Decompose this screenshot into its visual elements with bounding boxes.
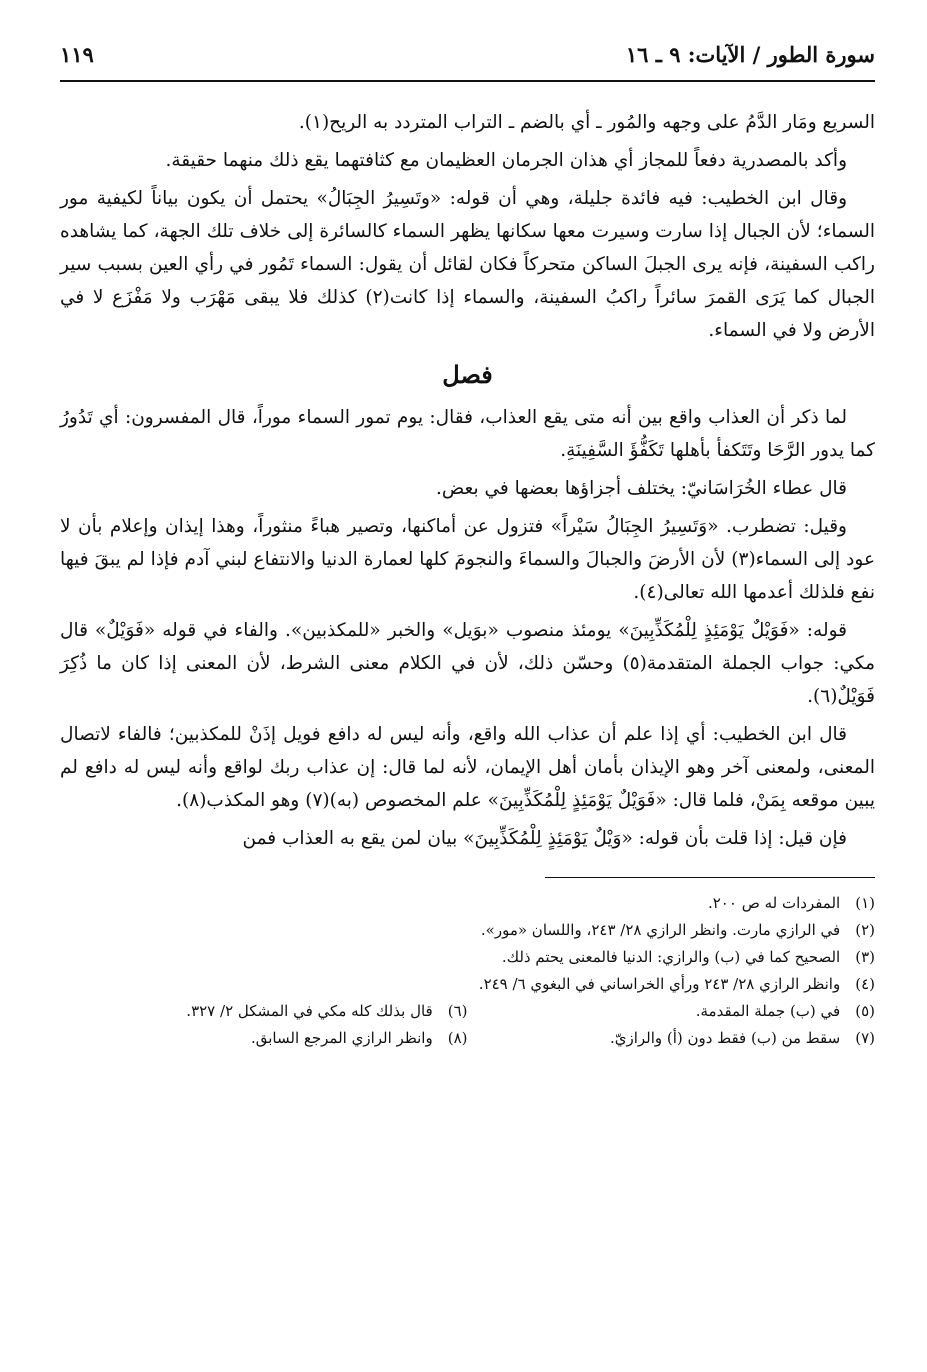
footnote-text: في (ب) جملة المقدمة. bbox=[695, 1002, 841, 1020]
footnote-text: وانظر الرازي ٢٨/ ٢٤٣ ورأي الخراساني في البغوي ٦/ ٢٤٩. bbox=[478, 975, 841, 993]
footnote-row bbox=[60, 1025, 875, 1052]
footnotes bbox=[60, 890, 875, 1052]
paragraph-8: قال ابن الخطيب: أي إذا علم أن عذاب الله واقع، وأنه ليس له دافع فويل إذَنْ للمكذبين؛ فالفاء لاتصال المعنى، ولمعنى آخر وهو الإيذان بأمان أهل الإيمان، لأنه لما قال: إن عذاب ربك لواقع وأنه ليس له دافع لم يبين موقعه بِمَنْ، فلما قال: «فَوَيْلٌ يَوْمَئِذٍ لِلْمُكَذِّبِينَ» علم المخصوص (به)(٧) وهو المكذب(٨). bbox=[60, 724, 875, 811]
paragraph-2: وأكد بالمصدرية دفعاً للمجاز أي هذان الجرمان العظيمان مع كثافتهما يقع ذلك منهما حقيقة. bbox=[165, 150, 847, 171]
paragraph-1: السريع ومَار الدَّمُ على وجهه والمُور ـ أي بالضم ـ التراب المتردد به الريح(١). bbox=[298, 112, 875, 133]
footnote-text: قال بذلك كله مكي في المشكل ٢/ ٣٢٧. bbox=[186, 1002, 433, 1020]
footnote-text: في الرازي مارت. وانظر الرازي ٢٨/ ٢٤٣، واللسان «مور». bbox=[480, 921, 841, 939]
footnote-text: سقط من (ب) فقط دون (أ) والرازيّ. bbox=[609, 1029, 841, 1047]
footnote-number: (٧) bbox=[855, 1029, 875, 1047]
footnote-number: (١) bbox=[855, 894, 875, 912]
page-header bbox=[60, 38, 875, 82]
footnote-6 bbox=[60, 998, 468, 1025]
footnote-7 bbox=[468, 1025, 876, 1052]
footnote-divider bbox=[545, 877, 875, 878]
page bbox=[60, 38, 875, 1052]
paragraph-9: فإن قيل: إذا قلت بأن قوله: «وَيْلٌ يَوْمَئِذٍ لِلْمُكَذِّبِينَ» بيان لمن يقع به العذاب فمن bbox=[242, 828, 847, 849]
footnote-8 bbox=[60, 1025, 468, 1052]
paragraph-5: قال عطاء الخُرَاسَانيّ: يختلف أجزاؤها بعضها في بعض. bbox=[435, 478, 847, 499]
footnote-text: المفردات له ص ٢٠٠. bbox=[707, 894, 841, 912]
running-title: سورة الطور / الآيات: ٩ ـ ١٦ bbox=[625, 42, 875, 67]
footnote-4 bbox=[60, 971, 875, 998]
paragraph-3: وقال ابن الخطيب: فيه فائدة جليلة، وهي أن قوله: «وتَسِيرُ الجِبَالُ» يحتمل أن يكون بياناً لكيفية مور السماء؛ لأن الجبال إذا سارت وسيرت معها سكانها يظهر السماء كالسائرة إلى خلاف تلك الجهة، كما يشاهده راكب السفينة، فإنه يرى الجبلَ الساكن متحركاً فكان لقائل أن يقول: السماء تَمُور في رأي العين بسبب سير الجبال كما يَرَى القمرَ سائراً راكبُ السفينة، والسماء إذا كانت(٢) كذلك فلا يبقى مَهْرَب ولا مَفْزَع لا في الأرض ولا في السماء. bbox=[60, 188, 875, 341]
paragraph-6: وقيل: تضطرب. «وَتَسِيرُ الجِبَالُ سَيْراً» فتزول عن أماكنها، وتصير هباءً منثوراً، وهذا إيذان وإعلام بأن لا عود إلى السماء(٣) لأن الأرضَ والجبالَ والسماءَ والنجومَ كلها لعمارة الدنيا والانتفاع لبني آدم فإذا لم يبقَ فيها نفع فلذلك أعدمها الله تعالى(٤). bbox=[60, 516, 875, 603]
footnote-number: (٣) bbox=[855, 948, 875, 966]
footnote-number: (٨) bbox=[447, 1029, 468, 1047]
footnote-3 bbox=[60, 944, 875, 971]
footnote-5 bbox=[468, 998, 876, 1025]
main-text bbox=[60, 106, 875, 855]
page-number: ١١٩ bbox=[60, 42, 94, 67]
paragraph-4: لما ذكر أن العذاب واقع بين أنه متى يقع العذاب، فقال: يوم تمور السماء موراً، قال المفسرون: أي تَدُورُ كما يدور الرَّحَا وتَتَكفأ بأهلها تَكَفُّؤَ السَّفِينَةِ. bbox=[60, 407, 875, 461]
footnote-1 bbox=[60, 890, 875, 917]
footnote-number: (٦) bbox=[447, 1002, 468, 1020]
footnote-row bbox=[60, 998, 875, 1025]
footnote-number: (٤) bbox=[855, 975, 875, 993]
footnote-number: (٢) bbox=[855, 921, 875, 939]
section-heading: فصل bbox=[442, 360, 493, 389]
footnote-number: (٥) bbox=[855, 1002, 875, 1020]
footnote-text: وانظر الرازي المرجع السابق. bbox=[250, 1029, 433, 1047]
footnote-text: الصحيح كما في (ب) والرازي: الدنيا فالمعنى يحتم ذلك. bbox=[501, 948, 841, 966]
paragraph-7: قوله: «فَوَيْلٌ يَوْمَئِذٍ لِلْمُكَذِّبِينَ» يومئذ منصوب «بوَيل» والخبر «للمكذبين». والفاء في قوله «فَوَيْلٌ» قال مكي: جواب الجملة المتقدمة(٥) وحسّن ذلك، لأن في الكلام معنى الشرط، لأن المعنى إذا كان ما ذُكِرَ فَوَيْلٌ(٦). bbox=[60, 620, 875, 707]
footnote-2 bbox=[60, 917, 875, 944]
